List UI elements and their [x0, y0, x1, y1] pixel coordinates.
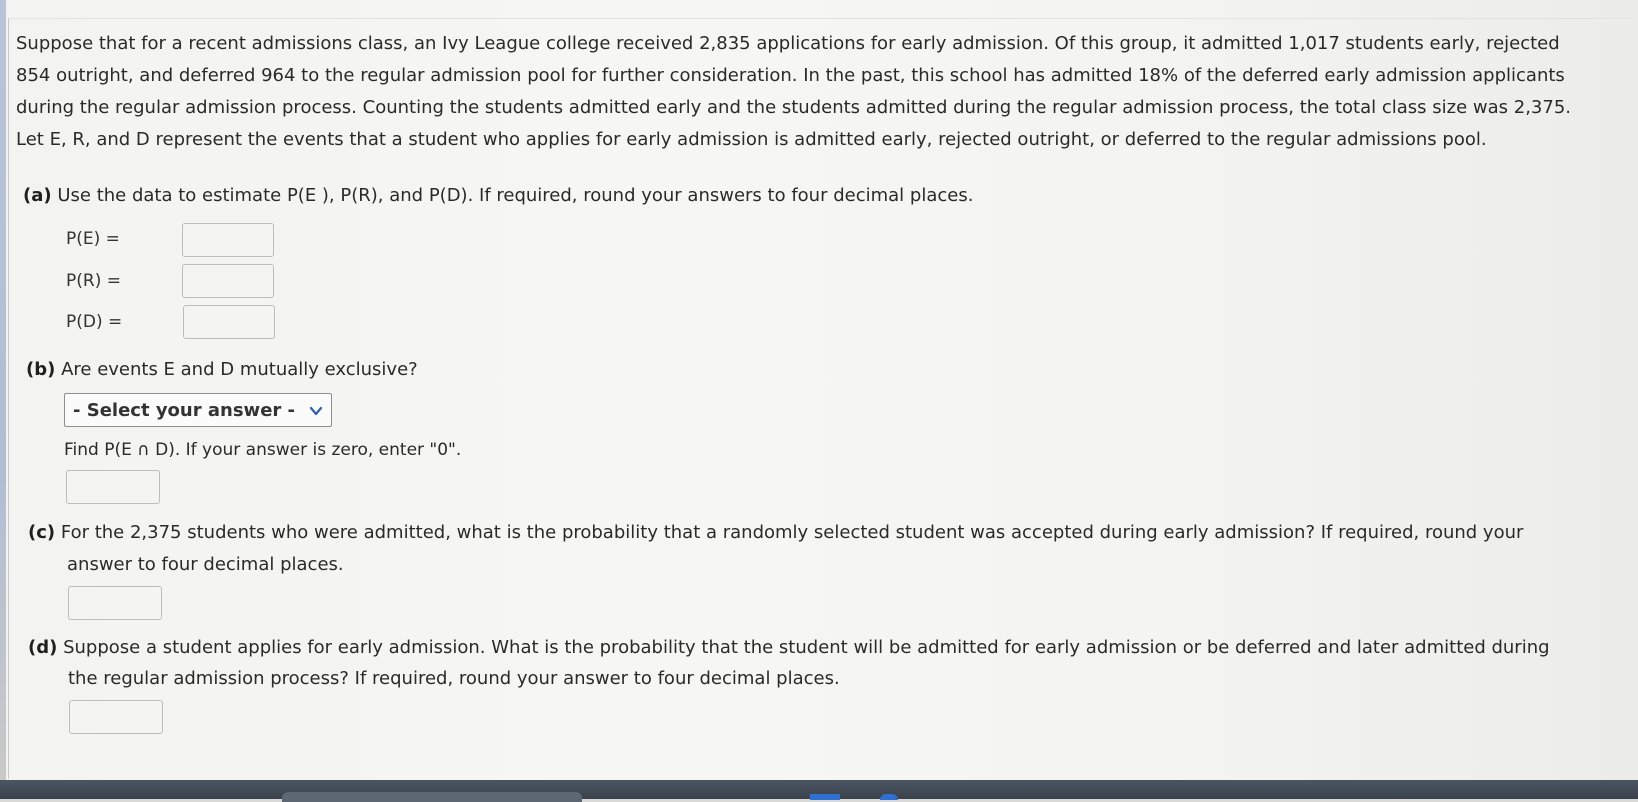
part-d-question-line-2: the regular admission process? If required, round your answer to four decimal places.: [68, 668, 840, 689]
pd-label: P(D) =: [66, 312, 123, 332]
part-a-text: Use the data to estimate P(E ), P(R), and P(D). If required, round your answers to four decimal places.: [57, 185, 974, 206]
chevron-down-icon: [309, 402, 323, 416]
part-a-question: [23, 180, 973, 212]
part-c-question-line-2: answer to four decimal places.: [67, 554, 344, 575]
mutually-exclusive-select[interactable]: [64, 393, 332, 427]
left-window-edge: [0, 0, 6, 780]
part-d-marker: (d): [28, 637, 58, 658]
part-b-marker: (b): [26, 359, 56, 380]
part-b-question: [26, 354, 418, 386]
select-value: - Select your answer -: [73, 399, 296, 421]
part-d-text-1: Suppose a student applies for early admission. What is the probability that the student will be admitted for early admission or be deferred and later admitted during: [63, 637, 1550, 658]
intro-line-4: Let E, R, and D represent the events that a student who applies for early admission is admitted early, rejected outright, or deferred to the regular admissions pool.: [16, 129, 1487, 150]
early-admission-prob-input[interactable]: [68, 586, 162, 620]
part-c-marker: (c): [28, 522, 56, 543]
part-b-followup: Find P(E ∩ D). If your answer is zero, enter "0".: [64, 440, 462, 460]
early-or-deferred-prob-input[interactable]: [69, 700, 163, 734]
taskbar-app-tile[interactable]: [880, 794, 898, 800]
pd-input[interactable]: [183, 305, 275, 339]
taskbar-app-tile[interactable]: [810, 794, 840, 800]
part-d-question-line-1: [28, 632, 1550, 664]
intro-line-3: during the regular admission process. Counting the students admitted early and the students admitted during the regular admission process, the total class size was 2,375.: [16, 97, 1571, 118]
taskbar-search-pill[interactable]: [282, 792, 582, 802]
part-a-marker: (a): [23, 185, 52, 206]
pe-label: P(E) =: [66, 229, 120, 249]
intro-line-2: 854 outright, and deferred 964 to the regular admission pool for further consideration. In the past, this school has admitted 18% of the deferred early admission applicants: [16, 65, 1565, 86]
intro-line-1: Suppose that for a recent admissions class, an Ivy League college received 2,835 applications for early admission. Of this group, it admitted 1,017 students early, rejected: [16, 33, 1560, 54]
part-c-text-1: For the 2,375 students who were admitted, what is the probability that a randomly selected student was accepted during early admission? If required, round your: [60, 522, 1524, 543]
intersection-input[interactable]: [66, 470, 160, 504]
part-b-text: Are events E and D mutually exclusive?: [61, 359, 418, 380]
pr-input[interactable]: [182, 264, 274, 298]
pe-input[interactable]: [182, 223, 274, 257]
pr-label: P(R) =: [66, 271, 121, 291]
part-c-question-line-1: [28, 517, 1523, 549]
